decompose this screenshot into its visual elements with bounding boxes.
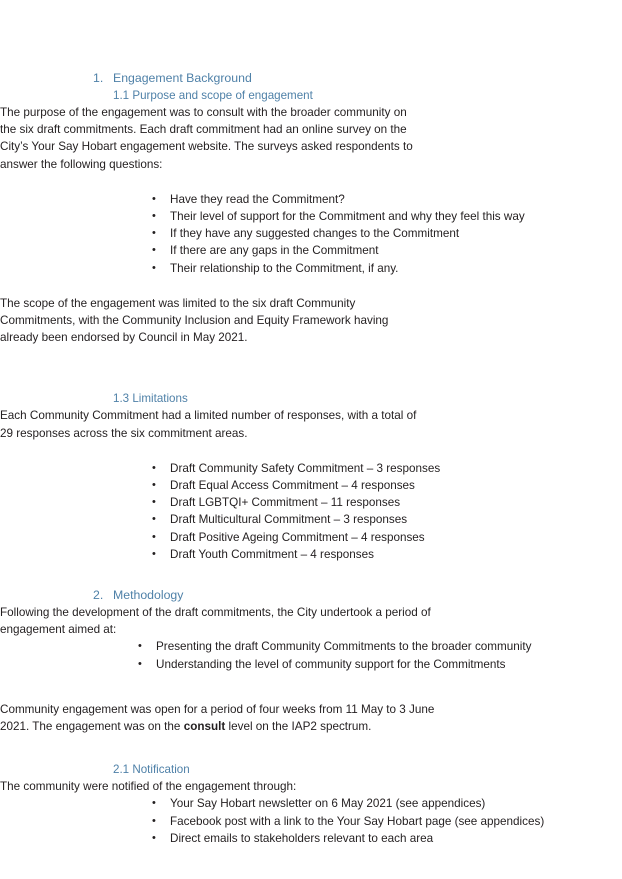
section-title-2: Methodology: [113, 588, 184, 603]
engagement-period-paragraph: [0, 701, 436, 735]
section-number-2: 2.: [93, 588, 104, 603]
list-item: • Have they read the Commitment?: [0, 191, 622, 208]
engagement-aims-list: [0, 638, 622, 672]
consult-emphasis: consult: [183, 720, 226, 734]
subsection-heading-1-1: 1.1 Purpose and scope of engagement: [113, 89, 313, 102]
list-item: • Draft Community Safety Commitment – 3 responses: [0, 460, 622, 477]
list-item: • Draft Equal Access Commitment – 4 responses: [0, 477, 622, 494]
period-text-part-1: Community engagement was open for a period of four weeks from 11 May to 3 June 2021. The engagement was on the: [0, 702, 435, 734]
list-item: • Facebook post with a link to the Your Say Hobart page (see appendices): [0, 813, 622, 830]
notification-channels-list: [0, 795, 622, 847]
period-text-part-2: level on the IAP2 spectrum.: [225, 720, 372, 734]
survey-questions-list: [0, 191, 622, 277]
list-item: • Your Say Hobart newsletter on 6 May 2021 (see appendices): [0, 795, 622, 812]
list-item: • Draft Multicultural Commitment – 3 responses: [0, 511, 622, 528]
list-item: • Draft Youth Commitment – 4 responses: [0, 546, 622, 563]
list-item: • Presenting the draft Community Commitments to the broader community: [0, 638, 622, 655]
scope-paragraph: The scope of the engagement was limited to the six draft Community Commitments, with the Community Inclusion and Equity Framework having already been endorsed by Council in May 2021.: [0, 296, 389, 345]
section-title-1: Engagement Background: [113, 71, 252, 85]
subsection-heading-2-1: 2.1 Notification: [113, 763, 190, 777]
section-heading-1: [0, 70, 622, 87]
purpose-paragraph: The purpose of the engagement was to consult with the broader community on the six draft commitments. Each draft commitment had an online survey on the City’s Your Say Hobart engagement website. The surveys asked respondents to answer the following questions:: [0, 106, 413, 171]
list-item: • Draft Positive Ageing Commitment – 4 responses: [0, 529, 622, 546]
limitations-paragraph: Each Community Commitment had a limited number of responses, with a total of 29 responses across the six commitment areas.: [0, 409, 417, 440]
list-item: • Draft LGBTQI+ Commitment – 11 responses: [0, 494, 622, 511]
subsection-heading-1-3: 1.3 Limitations: [113, 392, 188, 406]
list-item: • Direct emails to stakeholders relevant to each area: [0, 830, 622, 847]
response-counts-list: [0, 460, 622, 563]
list-item: • If they have any suggested changes to the Commitment: [0, 225, 622, 242]
notification-paragraph: The community were notified of the engagement through:: [0, 780, 297, 794]
methodology-intro-paragraph: Following the development of the draft commitments, the City undertook a period of engagement aimed at:: [0, 606, 431, 637]
document-body: [0, 70, 622, 847]
section-number-1: 1.: [93, 71, 104, 85]
section-heading-2: [0, 587, 622, 604]
list-item: • Their relationship to the Commitment, if any.: [0, 260, 622, 277]
list-item: • If there are any gaps in the Commitment: [0, 242, 622, 259]
list-item: • Their level of support for the Commitment and why they feel this way: [0, 208, 622, 225]
list-item: • Understanding the level of community support for the Commitments: [0, 656, 622, 673]
